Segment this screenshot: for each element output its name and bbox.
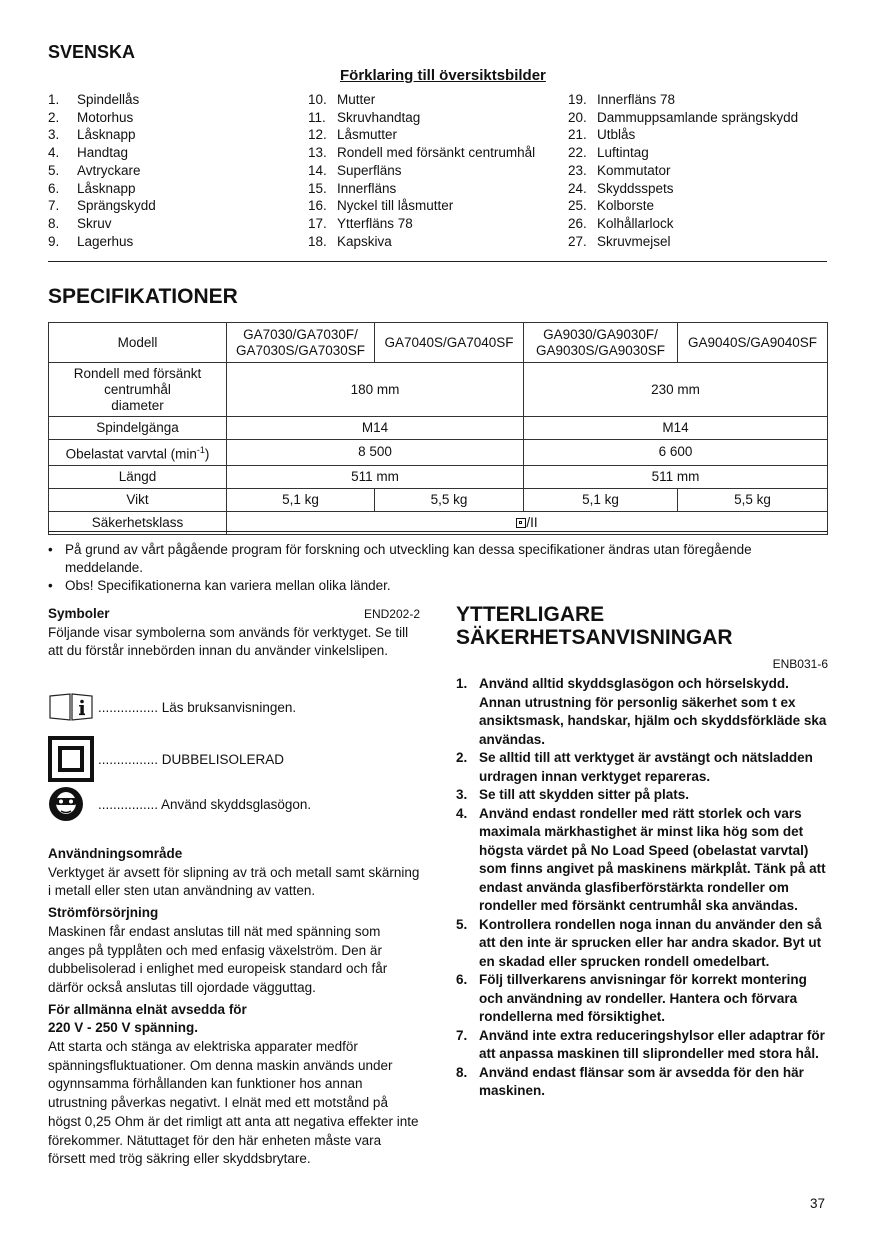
legend-item: 4. Handtag <box>48 145 129 161</box>
legend-item: 5. Avtryckare <box>48 162 141 178</box>
legend-item: 3. Låsknapp <box>48 127 136 143</box>
legend-item: 23. Kommutator <box>568 162 671 178</box>
list-item: • På grund av vårt pågående program för forskning och utveckling kan dessa specifikationer ändras utan föregående meddelande. <box>48 542 752 575</box>
legend-column-1 <box>48 91 156 250</box>
list-item: 4. Använd endast rondeller med rätt storlek och vars maximala märkhastighet är minst lika hög som det högsta värdet på No Load Speed (obelastat varvtal) som finns angivet på maskinens märkplåt. Tänk på att endast använda glasfiberförstärkta rondeller om rondeller med försänkt centrumhål ska användas. <box>456 805 826 913</box>
legend-item: 10. Mutter <box>308 92 376 107</box>
legend-column-2 <box>308 91 535 250</box>
mains-text: Att starta och stänga av elektriska apparater medför spänningsfluktuationer. Om denna maskin används under ogynnsamma förhållanden kan funktioner hos annan utrustning påverkas negativt. I elnät med ett motstånd på högst 0,25 Ohm är det rimligt att anta att negativa effekter inte förekommer. Nätuttaget för den här enheten måste vara försett med trög säkring eller skyddsbrytare. <box>48 1039 419 1167</box>
right-column <box>456 603 828 1101</box>
model-cell: GA9040S/GA9040SF <box>678 323 828 363</box>
weight-value: 5,1 kg <box>524 488 678 511</box>
speed-label: Obelastat varvtal $(\min^{-1})$ <box>49 440 227 466</box>
power-text: Maskinen får endast anslutas till nät med spänning som anges på typplåten och med enfasig växelström. Den är dubbelisolerad i enlighet med europeisk standard och får därför också anslutas till ojordade vägguttag. <box>48 923 388 995</box>
length-label: Längd <box>49 465 227 488</box>
thread-value: M14 <box>227 417 524 440</box>
legend-item: 13. Rondell med försänkt centrumhål <box>308 145 536 161</box>
table-row <box>49 488 828 511</box>
list-item: 7. Använd inte extra reduceringshylsor eller adaptrar för att anpassa maskinen till sliprondeller med stora hål. <box>456 1027 825 1061</box>
safety-glasses-icon <box>48 786 94 822</box>
list-item: 6. Följ tillverkarens anvisningar för korrekt montering och användning av rondeller. Hantera och förvara rondellerna med försiktighet. <box>456 972 807 1024</box>
read-manual-icon <box>48 692 94 722</box>
legend-item: 27. Skruvmejsel <box>568 233 671 249</box>
safety-class-value: /II <box>227 511 828 534</box>
double-insulation-small-icon <box>516 518 526 528</box>
page-number: 37 <box>810 1196 826 1211</box>
list-item: 8. Använd endast flänsar som är avsedda för den här maskinen. <box>456 1064 804 1098</box>
symbols-intro: Följande visar symbolerna som används för verktyget. Se till att du förstår innebörden innan du använder vinkelslipen. <box>48 624 409 659</box>
model-cell: GA9030/GA9030F/ GA9030S/GA9030SF <box>524 323 678 363</box>
table-bottom-rule <box>48 531 827 532</box>
thread-value: M14 <box>524 417 828 440</box>
legend-item: 20. Dammuppsamlande sprängskydd <box>568 109 799 125</box>
legend-item: 12. Låsmutter <box>308 127 398 143</box>
table-row <box>49 323 828 363</box>
power-heading: Strömförsörjning <box>48 905 159 921</box>
safety-class-label: Säkerhetsklass <box>49 511 227 534</box>
legend-item: 6. Låsknapp <box>48 180 136 196</box>
table-row <box>49 440 828 466</box>
left-column-body <box>48 845 420 1169</box>
legend-item: 15. Innerfläns <box>308 180 397 196</box>
legend-item: 18. Kapskiva <box>308 233 392 249</box>
legend-item: 16. Nyckel till låsmutter <box>308 198 454 214</box>
legend-item: 21. Utblås <box>568 127 636 143</box>
legend-item: 2. Motorhus <box>48 109 134 125</box>
legend-column-3 <box>568 91 798 250</box>
table-row <box>49 417 828 440</box>
legend-item: 24. Skyddsspets <box>568 180 674 196</box>
safety-heading-line2: SÄKERHETSANVISNINGAR <box>456 626 733 649</box>
symbols-code: END202-2 <box>363 607 420 621</box>
model-label: Modell <box>49 323 227 363</box>
mains-heading-line2: 220 V - 250 V spänning. <box>48 1020 199 1036</box>
disc-value: 230 mm <box>524 363 828 417</box>
legend-item: 8. Skruv <box>48 215 112 231</box>
legend-item: 22. Luftintag <box>568 145 649 161</box>
weight-value: 5,5 kg <box>375 488 524 511</box>
specifications-heading: SPECIFIKATIONER <box>48 285 238 308</box>
specifications-table <box>48 322 828 535</box>
legend-item: 9. Lagerhus <box>48 233 134 249</box>
model-cell: GA7040S/GA7040SF <box>375 323 524 363</box>
speed-value: 6 600 <box>524 440 828 466</box>
symbols-heading: Symboler <box>48 606 110 621</box>
usage-heading: Användningsområde <box>48 846 183 861</box>
legend-item: 11. Skruvhandtag <box>308 109 421 125</box>
legend-item: 19. Innerfläns 78 <box>568 92 676 107</box>
safety-heading-line1: YTTERLIGARE <box>456 603 605 626</box>
weight-value: 5,5 kg <box>678 488 828 511</box>
length-value: 511 mm <box>227 465 524 488</box>
list-item: 3. Se till att skydden sitter på plats. <box>456 787 690 802</box>
disc-label: Rondell med försänkt centrumhål diameter <box>49 363 227 417</box>
legend-item: 25. Kolborste <box>568 198 655 214</box>
symbol-row: ................ Använd skyddsglasögon. <box>48 786 311 822</box>
list-item: 5. Kontrollera rondellen noga innan du använder den så att den inte är sprucken eller har andra skador. Byt ut en skadad eller sprucken rondell omedelbart. <box>456 916 822 969</box>
table-row <box>49 465 828 488</box>
language-heading: SVENSKA <box>48 42 136 62</box>
left-column <box>48 605 420 661</box>
legend-item: 7. Sprängskydd <box>48 198 156 214</box>
length-value: 511 mm <box>524 465 828 488</box>
weight-label: Vikt <box>49 488 227 511</box>
legend-item: 17. Ytterfläns 78 <box>308 215 413 231</box>
disc-value: 180 mm <box>227 363 524 417</box>
legend-item: 1. Spindellås <box>48 92 140 107</box>
weight-value: 5,1 kg <box>227 488 375 511</box>
list-item: 2. Se alltid till att verktyget är avstängt och nätsladden urdragen innan verktyget repareras. <box>456 750 813 784</box>
double-insulation-icon <box>48 736 94 782</box>
spec-notes <box>48 541 828 595</box>
legend-item: 14. Superfläns <box>308 162 402 178</box>
symbol-row: ................ Läs bruksanvisningen. <box>48 692 296 722</box>
usage-text: Verktyget är avsett för slipning av trä och metall samt skärning i metall eller sten utan användning av vatten. <box>48 864 420 899</box>
safety-code: ENB031-6 <box>772 657 828 671</box>
speed-value: 8 500 <box>227 440 524 466</box>
mains-heading-line1: För allmänna elnät avsedda för <box>48 1001 247 1017</box>
list-item: • Obs! Specifikationerna kan variera mellan olika länder. <box>48 578 391 593</box>
legend-item: 26. Kolhållarlock <box>568 215 674 231</box>
legend-title: Förklaring till översiktsbilder <box>340 67 546 84</box>
model-cell: GA7030/GA7030F/ GA7030S/GA7030SF <box>227 323 375 363</box>
safety-list <box>456 675 828 1101</box>
section-divider <box>48 261 827 262</box>
list-item: 1. Använd alltid skyddsglasögon och hörselskydd. Annan utrustning för personlig säkerhet som t ex ansiktsmask, handskar, hjälm och skyddsförkläde ska användas. <box>456 676 827 747</box>
symbol-row: ................ DUBBELISOLERAD <box>48 736 284 782</box>
thread-label: Spindelgänga <box>49 417 227 440</box>
table-row <box>49 363 828 417</box>
